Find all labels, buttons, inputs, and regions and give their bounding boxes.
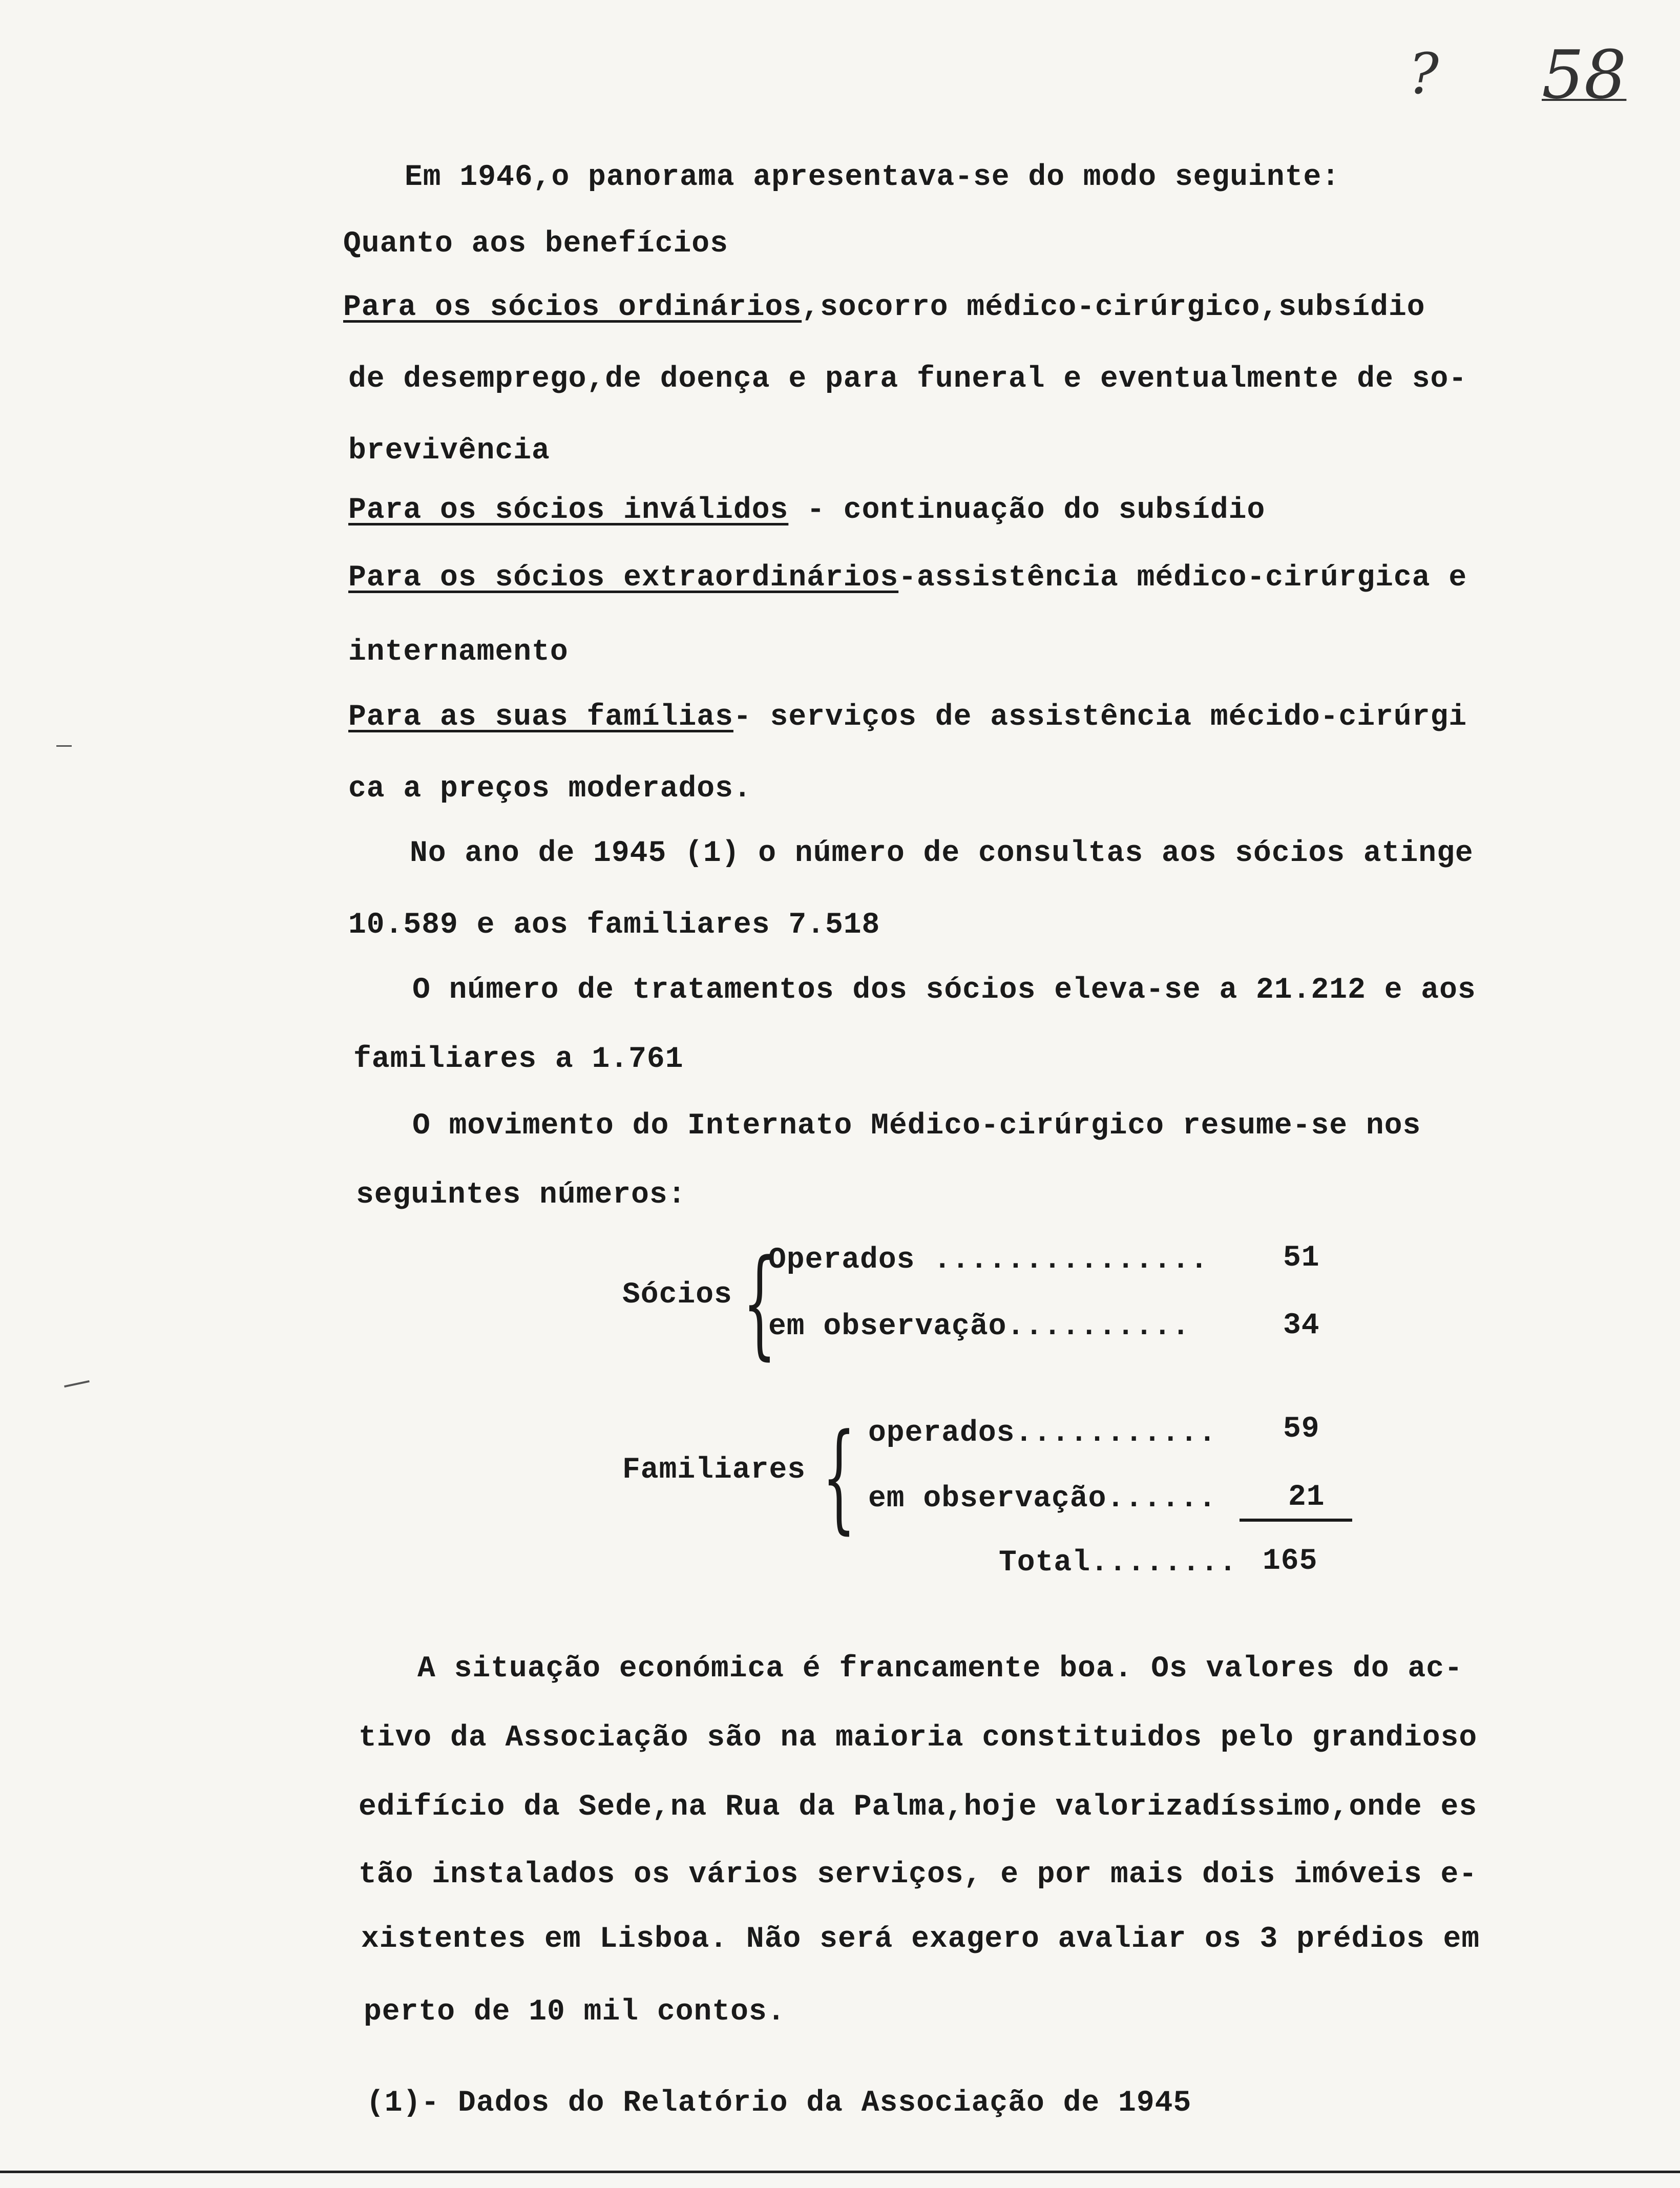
internato-line2: seguintes números: <box>356 1179 686 1212</box>
socios-brace: { <box>743 1235 776 1372</box>
scan-mark-left-small <box>56 745 72 747</box>
socios-row-operados-value: 51 <box>1283 1242 1320 1275</box>
ordinary-members-label: Para os sócios ordinários <box>343 291 802 324</box>
familiares-group-label: Familiares <box>622 1454 806 1487</box>
invalid-members-label: Para os sócios inválidos <box>348 494 789 527</box>
familiares-row-operados-label: operados........... <box>868 1417 1217 1450</box>
ordinary-members-cont2: brevivência <box>348 434 550 468</box>
ordinary-members-text: ,socorro médico-cirúrgico,subsídio <box>802 291 1425 324</box>
internato-line1: O movimento do Internato Médico-cirúrgico resume-se nos <box>412 1109 1421 1143</box>
invalid-members-line <box>348 496 1265 525</box>
socios-row-operados-label: Operados ............... <box>768 1244 1209 1277</box>
familiares-row-observacao-label: em observação...... <box>868 1482 1217 1516</box>
extraordinary-members-label: Para os sócios extraordinários <box>348 561 899 595</box>
consultations-line2: 10.589 e aos familiares 7.518 <box>348 909 880 942</box>
extraordinary-members-cont1: internamento <box>348 636 569 669</box>
total-label: Total........ <box>999 1546 1237 1580</box>
treatments-line2: familiares a 1.761 <box>353 1043 684 1076</box>
economy-line4: tão instalados os vários serviços, e por mais dois imóveis e- <box>359 1858 1478 1891</box>
extraordinary-members-text: -assistência médico-cirúrgica e <box>898 561 1467 595</box>
familiares-row-operados-value: 59 <box>1283 1413 1320 1446</box>
socios-group-label: Sócios <box>622 1278 732 1312</box>
families-label: Para as suas famílias <box>348 701 733 734</box>
economy-line3: edifício da Sede,na Rua da Palma,hoje valorizadíssimo,onde es <box>359 1791 1478 1824</box>
total-value: 165 <box>1263 1545 1318 1578</box>
page-question-mark: ? <box>1409 41 1439 107</box>
socios-row-observacao-label: em observação.......... <box>768 1310 1190 1343</box>
economy-line6: perto de 10 mil contos. <box>364 1995 786 2029</box>
benefits-heading: Quanto aos benefícios <box>343 227 728 261</box>
economy-line1: A situação económica é francamente boa. Os valores do ac- <box>417 1652 1463 1686</box>
treatments-line1: O número de tratamentos dos sócios eleva-se a 21.212 e aos <box>412 974 1476 1007</box>
ordinary-members-line <box>343 293 1425 323</box>
familiares-brace: { <box>822 1409 856 1546</box>
invalid-members-text: - continuação do subsídio <box>788 494 1266 527</box>
ordinary-members-cont1: de desemprego,de doença e para funeral e eventualmente de so- <box>348 363 1467 396</box>
economy-line2: tivo da Associação são na maioria constituidos pelo grandioso <box>359 1721 1478 1755</box>
families-text: - serviços de assistência mécido-cirúrgi <box>733 701 1467 734</box>
scan-mark-left <box>64 1380 90 1387</box>
economy-line5: xistentes em Lisboa. Não será exagero avaliar os 3 prédios em <box>361 1923 1480 1956</box>
intro-line: Em 1946,o panorama apresentava-se do modo seguinte: <box>405 161 1340 194</box>
extraordinary-members-line <box>348 563 1467 593</box>
families-cont1: ca a preços moderados. <box>348 772 752 806</box>
families-line <box>348 703 1467 732</box>
bottom-scan-edge <box>0 2171 1680 2173</box>
socios-row-observacao-value: 34 <box>1283 1309 1320 1342</box>
total-underline <box>1240 1519 1352 1522</box>
consultations-line1: No ano de 1945 (1) o número de consultas aos sócios atinge <box>410 837 1474 870</box>
footnote: (1)- Dados do Relatório da Associação de 1945 <box>366 2087 1192 2120</box>
page-number: 58 <box>1542 36 1627 114</box>
familiares-row-observacao-value: 21 <box>1288 1481 1325 1514</box>
